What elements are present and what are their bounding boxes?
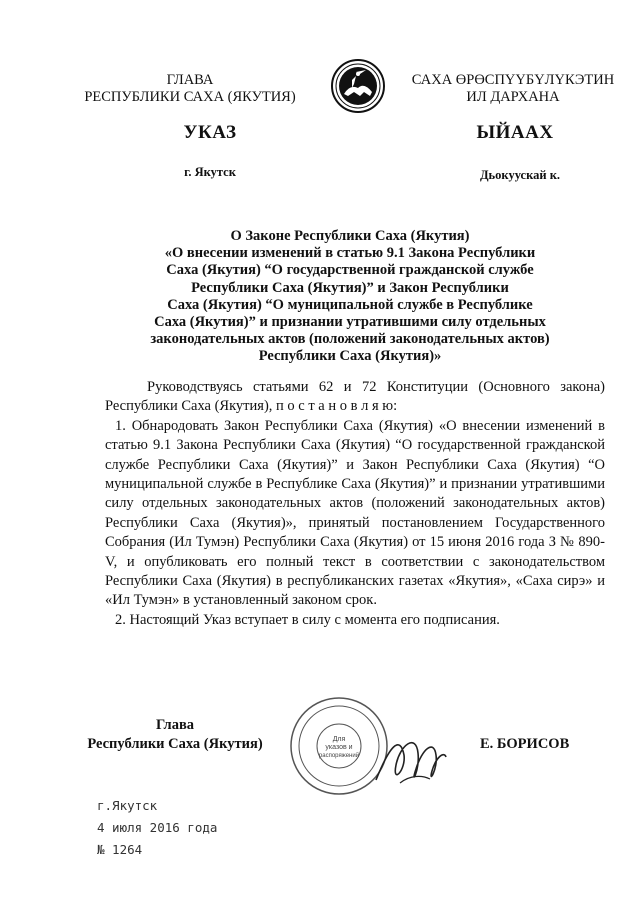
stamp-center-line3: распоряжений — [318, 753, 360, 759]
city-left: г. Якутск — [184, 165, 236, 179]
title-line: Республики Саха (Якутия)” и Закон Республики — [191, 279, 509, 296]
position-line2: Республики Саха (Якутия) — [87, 736, 263, 752]
stamp-center-line2: указов и — [325, 744, 353, 751]
title-line: Республики Саха (Якутия)» — [258, 348, 442, 365]
decree-body — [105, 378, 605, 630]
title-line: Саха (Якутия)” и признании утратившими силу отдельных — [154, 314, 546, 331]
signatory-name: Е. БОРИСОВ — [480, 736, 570, 752]
title-line: О Законе Республики Саха (Якутия) — [230, 228, 470, 244]
coat-of-arms-emblem — [330, 58, 386, 114]
footer-city: г.Якутск — [97, 798, 158, 813]
header-left-org — [60, 72, 320, 106]
header-right-line1: САХА ӨРӨСПҮҮБҮЛҮКЭТИН — [411, 72, 615, 88]
decree-title — [120, 228, 580, 366]
preamble-paragraph: Руководствуясь статьями 62 и 72 Конституции (Основного закона) Республики Саха (Якутия), п о с т а н о в л я ю: — [105, 379, 605, 415]
footer-block — [97, 795, 217, 861]
header-right-line2: ИЛ ДАРХАНА — [466, 89, 560, 105]
handwritten-signature — [370, 725, 450, 795]
footer-date: 4 июля 2016 года — [97, 820, 218, 835]
title-line: Саха (Якутия) “О государственной гражданской службе — [166, 262, 534, 279]
title-line: «О внесении изменений в статью 9.1 Закона Республики — [164, 245, 536, 262]
position-line1: Глава — [155, 717, 195, 733]
doc-type-right: ЫЙААХ — [476, 122, 554, 143]
header-right-org — [398, 72, 628, 106]
signature-position — [85, 716, 265, 754]
title-line: законодательных актов (положений законодательных актов) — [150, 331, 550, 348]
header-left-line1: ГЛАВА — [166, 72, 214, 88]
item-2-paragraph: 2. Настоящий Указ вступает в силу с момента его подписания. — [115, 611, 500, 628]
city-right: Дьокуускай к. — [479, 168, 561, 182]
item-1-paragraph: 1. Обнародовать Закон Республики Саха (Якутия) «О внесении изменений в статью 9.1 Закона Республики Саха (Якутия) “О государственной гражданской службе Республики Саха (Якутия)” и Закон Республики Саха (Якутия) “О муниципальной службе в Республике Саха (Якутия)” и признании утратившими силу отдельных законодательных актов (положений законодательных актов) Республики Саха (Якутия)», принятый постановлением Государственного Собрания (Ил Тумэн) Республики Саха (Якутия) от 15 июня 2016 года З № 890-V, и опубликовать его полный текст в соответствии с законодательством Республики Саха (Якутия) в республиканских газетах «Якутия», «Саха сирэ» и «Ил Тумэн» в установленный законом срок. — [105, 417, 605, 609]
doc-type-left: УКАЗ — [183, 122, 237, 143]
title-line: Саха (Якутия) “О муниципальной службе в Республике — [167, 296, 533, 313]
header-left-line2: РЕСПУБЛИКИ САХА (ЯКУТИЯ) — [84, 89, 296, 105]
footer-number: № 1264 — [97, 842, 143, 857]
stamp-center-line1: Для — [332, 736, 346, 743]
